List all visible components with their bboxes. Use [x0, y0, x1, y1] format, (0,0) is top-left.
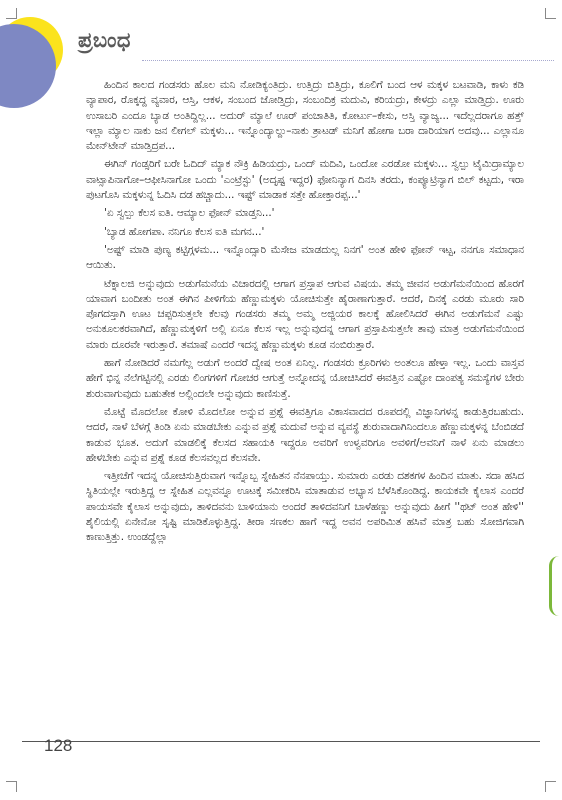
paragraph: ಇತ್ತೀಚೆಗೆ ಇದನ್ನ ಯೋಚಿಸುತ್ತಿರುವಾಗ ಇನ್ನೊಬ್ಬ ಸ್ನೇಹಿತನ ನೆನಪಾಯ್ತು. ಸುಮಾರು ಎರಡು ದಶಕಗಳ ಹಿಂದಿನ ಮಾತು. ಸದಾ ಹಸಿದ ಸ್ಥಿತಿಯಲ್ಲೇ ಇರುತ್ತಿದ್ದ ಆ ಸ್ನೇಹಿತ ಎಲ್ಲವನ್ನೂ ಊಟಕ್ಕೆ ಸಮೀಕರಿಸಿ ಮಾತಾಡುವ ಅಭ್ಯಾಸ ಬೆಳೆಸಿಕೊಂಡಿದ್ದ. ಕಾಯಕವೇ ಕೈಲಾಸ ಎಂದರೆ ಪಾಯಸವೇ ಕೈಲಾಸ ಅನ್ನುವುದು, ತಾಳಿದವನು ಬಾಳಿಯಾನು ಅಂದರೆ ತಾಳಿದವನಿಗೆ ಬಾಳೆಹಣ್ಣು ಅನ್ನುವುದು ಹೀಗೆ ''ಥಟ್ ಅಂತ ಹೇಳಿ'' ಶೈಲಿಯಲ್ಲಿ ಏನೇನೋ ಸೃಷ್ಟಿ ಮಾಡಿಕೊಳ್ಳುತ್ತಿದ್ದ. ತೀರಾ ಸಣಕಲ ಹಾಗೆ ಇದ್ದ ಅವನ ಅಪರಿಮಿತ ಹಸಿವೆ ಮಾತ್ರ ಬಹು ಸೋಜಿಗವಾಗಿ ಕಾಣುತ್ತಿತ್ತು. ಉಂಡದ್ದೆಲ್ಲಾ	[86, 470, 524, 544]
crop-mark-bottom-left	[6, 781, 17, 792]
paragraph: ಈಗಿನ್ ಗಂಡ್ಸರಿಗೆ ಬರೇ ಓದಿದ್ ಮ್ಯಾಕ ನೌಕ್ರಿ ಹಿಡಿಯದ್ರು, ಒಂದ್ ಮದಿವಿ, ಒಂದೋ ಎರಡೋ ಮಕ್ಕಳು... ಸ್ವಲ್ಪು ಟೈಮಿದ್ರಾಮ್ಯಾಲ ವಾಟ್ಸಾಪಿನಾಗೋ–ಆಫೀಸಿನಾಗೋ ಒಂದು 'ಎಂಟ್ರೆಸ್ಟು' (ಅದೃಷ್ಟ ಇದ್ದರ) ಫೋನಿನ್ಯಾಗ ದಿನಸಿ ತರದು, ಕಂಪ್ಯೂಟ್ರಿನ್ಯಾಗ ಬಿಲ್ ಕಟ್ಟದು, ಇರಾ ಪುಟಗೊಸಿ ಮಕ್ಕಳುನ್ನ ಓದಿಸಿ ದಡ ಹಚ್ಚಾದು... ಇಷ್ಟ್ ಮಾಡಾಕ ಸತ್ತೇ ಹೋಕ್ತಾರಪ್ಪ...'	[86, 158, 524, 202]
page-number: 128	[44, 736, 73, 755]
crop-mark-bottom-right	[545, 781, 556, 792]
crop-mark-top-right	[545, 8, 556, 19]
header-dotted-rule	[142, 60, 554, 61]
paragraph: ಟೆಕ್ನಾಲಜಿ ಅನ್ನುವುದು ಅಡುಗೆಮನೆಯ ವಿಚಾರದಲ್ಲಿ ಆಗಾಗ ಪ್ರಸ್ತಾಪ ಆಗುವ ವಿಷಯ. ತಮ್ಮ ಜೀವನ ಅಡುಗೆಮನೆಯಿಂದ ಹೊರಗೆ ಯಾವಾಗ ಬಂದೀತು ಅಂತ ಈಗಿನ ಪೀಳಿಗೆಯ ಹೆಣ್ಣುಮಕ್ಕಳು ಯೋಚಿಸುತ್ತೇ ಹೈರಾಣಾಗುತ್ತಾರೆ. ಆದರೆ, ದಿನಕ್ಕೆ ಎರಡು ಮೂರು ಸಾರಿ ಪೊಗದಸ್ತಾಗಿ ಊಟ ಚಪ್ಪರಿಸುತ್ತಲೇ ಕೆಲವು ಗಂಡಸರು ತಮ್ಮ ಅಮ್ಮ ಅಜ್ಜಿಯರ ಕಾಲಕ್ಕೆ ಹೋಲಿಸಿದರೆ ಈಗಿನ ಅಡುಗೆಮನೆ ಎಷ್ಟು ಅನುಕೂಲಕರವಾಗಿದೆ, ಹೆಣ್ಣುಮಕ್ಕಳಿಗೆ ಅಲ್ಲಿ ಏನೂ ಕೆಲಸ ಇಲ್ಲ ಅನ್ನುವುದನ್ನ ಆಗಾಗ ಪ್ರಸ್ತಾಪಿಸುತ್ತಲೇ ತಾವು ಮಾತ್ರ ಅಡುಗೆಮನೆಯಿಂದ ಮಾರು ದೂರವೇ ಇರುತ್ತಾರೆ. ತಮಾಷೆ ಎಂದರೆ ಇದನ್ನ ಹೆಣ್ಣುಮಕ್ಕಳು ಕೂಡ ನಂಬಿರುತ್ತಾರೆ.	[86, 277, 524, 351]
paragraph: ಮೊಟ್ಟೆ ಮೊದಲೋ ಕೋಳಿ ಮೊದಲೋ ಅನ್ನುವ ಪ್ರಶ್ನೆ ಈವತ್ತಿಗೂ ವಿಕಾಸವಾದದ ರೂಪದಲ್ಲಿ ವಿಜ್ಞಾನಿಗಳನ್ನ ಕಾಡುತ್ತಿರಬಹುದು. ಆದರೆ, ನಾಳೆ ಬೆಳಗ್ಗೆ ತಿಂಡಿ ಏನು ಮಾಡಬೇಕು ಎನ್ನುವ ಪ್ರಶ್ನೆ ಮದುವೆ ಅನ್ನುವ ವ್ಯವಸ್ಥೆ ಶುರುವಾದಾಗಿನಿಂದಲೂ ಹೆಣ್ಣುಮಕ್ಕಳನ್ನ ಬೆಂಬಿಡದೆ ಕಾಡುವ ಭೂತ. ಅದುಗೆ ಮಾಡಲಿಕ್ಕೆ ಕೆಲಸದ ಸಹಾಯಕಿ ಇದ್ದರೂ ಅವರಿಗೆ ಉಳ್ವವರಿಗೂ ಅವಳಿಗೆ/ಅವನಿಗೆ ನಾಳೆ ಏನು ಮಾಡಲು ಹೇಳಬೇಕು ಎನ್ನುವ ಪ್ರಶ್ನೆ ಕೂಡ ಕೆಲಸವಲ್ಲದ ಕೆಲಸವೇ.	[86, 405, 524, 464]
paragraph: 'ಬ್ಯಾಡ ಹೋಗಪಾ. ನನಿಗೂ ಕೆಲಸ ಐತಿ ಮಗನ...'	[104, 225, 265, 238]
article-body	[86, 78, 524, 549]
paragraph: 'ಅಷ್ಟ್ ಮಾಡಿ ಪುಣ್ಯ ಕಟ್ಟಿಗ್ಗಳಮ... ಇನ್ನೊಂದ್ಸಾರಿ ಮೆಸೇಜ ಮಾಡದುಲ್ಲ ನಿನಗ' ಅಂತ ಹೇಳಿ ಫೋನ್ ಇಟ್ಟ, ನನಗೂ ಸಮಾಧಾನ ಆಯಿತು.	[86, 243, 524, 272]
paragraph: ಹಿಂದಿನ ಕಾಲದ ಗಂಡಸರು ಹೊಲ ಮನಿ ನೋಡಿಕ್ಯಂತಿದ್ರು. ಉತ್ತಿದ್ರು ಬಿತ್ತಿದ್ರು, ಕೂಲಿಗೆ ಬಂದ ಆಳ ಮಕ್ಕಳ ಬಟವಾಡಿ, ಕಾಳು ಕಡಿ ವ್ಯಾಪಾರ, ರೊಕ್ಕದ್ದ ವ್ಯವಾರ, ಆಸ್ತಿ, ಆಕಳ, ಸಂಬಂದ ಜೋಡ್ತಿದ್ರು, ಸಂಬಂದಿಕ್ರ ಮದುವಿ, ಕರಿಯದ್ರು, ಕೇಳದ್ರು ಎಲ್ಲಾ ಮಾಡ್ತಿದ್ರು. ಊರು ಉಸಾಬರಿ ಎಂದೂ ಬ್ಯಾಡ ಅಂತಿದ್ದಿಲ್ಲ... ಅದುರ್ ಮ್ಯಾಲೆ ಊರ್ ಪಂಚಾತಿತಿ, ಕೋರ್ಟು–ಕೇಸು, ಅಸ್ತಿ ವ್ಯಾಜ್ಯ... ಇದೆಲ್ಲದರಾಗೂ ಹತ್ತ್ ಇಲ್ಲಾ ಮ್ಯಾಲ ನಾಕು ಜನ ಲೀಗಲ್ ಮಕ್ಕಳು... ಇನ್ನೊಂದ್ಯಾಲ್ದು–ನಾಕು ತ್ರಾಟಡ್ ಮನಿಗೆ ಹೋಗಾ ಬರಾ ದಾರಿಯಾಗ ಅದವು... ಎಲ್ಲಾನೂ ಮೇನ್‌ಟೇನ್ ಮಾಡ್ತಿದ್ರಪ...	[86, 79, 524, 153]
side-tab-marker	[549, 556, 562, 616]
section-title: ಪ್ರಬಂಧ	[78, 28, 131, 52]
paragraph: ಹಾಗೆ ನೋಡಿದರೆ ನಮಗೆಲ್ಲ ಅಡುಗೆ ಅಂದರೆ ದ್ವೇಷ ಅಂತ ಏನಿಲ್ಲ. ಗಂಡಸರು ಕ್ರೂರಿಗಳು ಅಂತಲೂ ಹೇಳ್ತಾ ಇಲ್ಲ. ಒಂದು ವಾಸ್ತವ ಹೇಗೆ ಭಿನ್ನ ನೆಲೆಗಟ್ಟಿನಲ್ಲಿ ಎರಡು ಲಿಂಗಗಳಿಗೆ ಗೋಚರ ಆಗುತ್ತೆ ಅನ್ನೋದನ್ನ ಯೋಚಿಸಿದರೆ ಈವತ್ತಿನ ಎಷ್ಟೋ ದಾಂಪತ್ಯ ಸಮಸ್ಯೆಗಳ ಬೇರು ಶುರುವಾಗುವುದು ಬಹುತೇಕ ಅಲ್ಲಿಂದಲೇ ಅನ್ನುವುದು ಕಾಣಿಸುತ್ತೆ.	[86, 357, 524, 400]
footer-rule	[22, 741, 540, 742]
paragraph: 'ಏ ಸ್ವಲ್ಪು ಕೆಲಸ ಐತಿ. ಆಮ್ಯಾಲ ಫೋನ್ ಮಾಡ್ತನಿ...'	[104, 207, 275, 220]
